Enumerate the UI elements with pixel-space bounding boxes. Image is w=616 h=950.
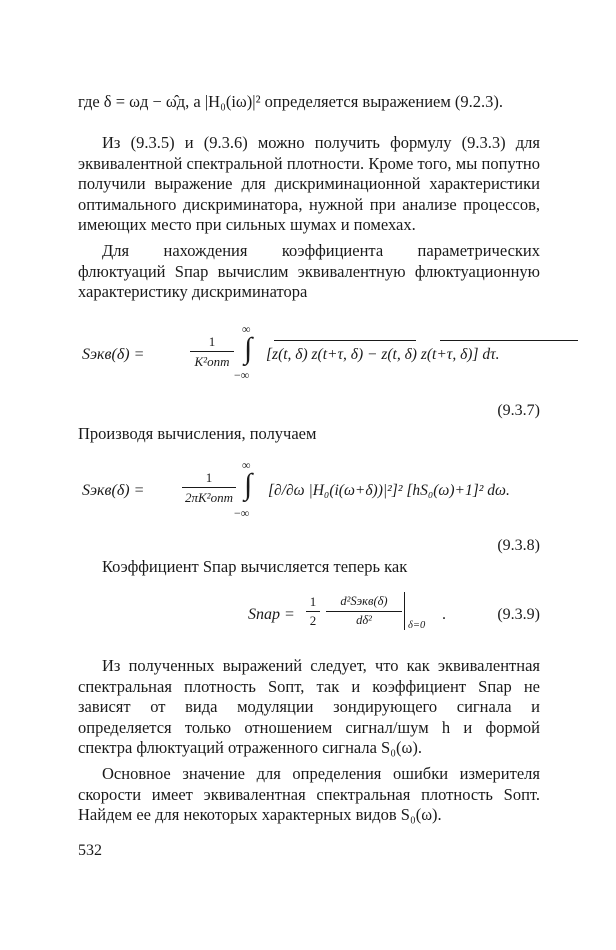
- equation-lhs: Sпар =: [248, 606, 295, 623]
- integrand: [z(t, δ) z(t+τ, δ) − z(t, δ) z(t+τ, δ)] dτ.: [266, 346, 500, 363]
- paragraph-computation: [78, 424, 540, 445]
- fraction-numerator: 1: [309, 594, 317, 609]
- equation-lhs: Sэкв(δ) =: [82, 482, 145, 499]
- integral-upper-limit: ∞: [242, 322, 251, 336]
- paragraph-conclusion: [78, 656, 540, 759]
- overline-mean: [440, 340, 578, 341]
- derivative-denominator: dδ²: [356, 613, 372, 627]
- evaluation-bar: [404, 592, 405, 630]
- paragraph-text: Для нахождения коэффициента параметрических флюктуаций Sпар вычислим эквивалентную флюктуационную характеристику дискриминатора: [78, 241, 540, 302]
- paragraph-formula-derivation: [78, 133, 540, 236]
- paragraph-text: Основное значение для определения ошибки измерителя скорости имеет эквивалентная спектральная плотность Sопт. Найдем ее для некоторых характерных видов S₀(ω).: [78, 764, 540, 825]
- equation-9-3-9: [78, 590, 540, 640]
- page-number: 532: [78, 842, 102, 859]
- equation-number: (9.3.9): [497, 606, 540, 623]
- fraction-bar: [306, 611, 320, 612]
- overline-mean: [274, 340, 416, 341]
- fraction-denominator: 2πK²опт: [185, 490, 233, 505]
- equation-number: (9.3.7): [497, 402, 540, 419]
- paragraph-text: Коэффициент Sпар вычисляется теперь как: [102, 557, 408, 576]
- integral-lower-limit: −∞: [234, 506, 250, 520]
- integral-sign: ∫: [244, 468, 253, 501]
- fraction-numerator: 1: [205, 470, 213, 485]
- fraction-bar: [182, 487, 236, 488]
- integral-lower-limit: −∞: [234, 368, 250, 382]
- paragraph-coefficient-formula: [78, 557, 540, 578]
- equation-period: .: [442, 606, 446, 623]
- fraction-numerator: 1: [208, 334, 216, 349]
- paragraph-intro-definition: [78, 92, 540, 113]
- fraction-denominator: 2: [309, 613, 317, 628]
- evaluation-point: δ=0: [408, 620, 426, 631]
- paragraph-main-value: [78, 764, 540, 826]
- paragraph-coefficient-intro: [78, 241, 540, 303]
- integral-sign: ∫: [244, 332, 253, 365]
- integral-upper-limit: ∞: [242, 458, 251, 472]
- paragraph-text: где δ = ωд − ω̂д, а |H₀(iω)|² определяется выражением (9.2.3).: [78, 92, 504, 111]
- derivative-numerator: d²Sэкв(δ): [340, 594, 388, 608]
- paragraph-text: Из (9.3.5) и (9.3.6) можно получить формулу (9.3.3) для эквивалентной спектральной плотности. Кроме того, мы попутно получили выражение для дискриминационной характеристики оптимального дискриминатора, нужной при анализе процессов, имеющих место при сильных шумах и помехах.: [78, 133, 540, 235]
- equation-lhs: Sэкв(δ) =: [82, 346, 145, 363]
- derivative-bar: [326, 611, 402, 612]
- paragraph-text: Производя вычисления, получаем: [78, 424, 317, 443]
- paragraph-text: Из полученных выражений следует, что как эквивалентная спектральная плотность Sопт, так и коэффициент Sпар не зависят от вида модуляции зондирующего сигнала и определяется только отношением сигнал/шум h и формой спектра флюктуаций отраженного сигнала S₀(ω).: [78, 656, 540, 758]
- fraction-denominator: K²опт: [194, 354, 230, 369]
- equation-number: (9.3.8): [497, 537, 540, 554]
- equation-9-3-8: [78, 458, 540, 522]
- equation-9-3-7: [78, 322, 540, 384]
- integrand: [∂/∂ω |H₀(i(ω+δ))|²]² [hS₀(ω)+1]² dω.: [268, 482, 510, 499]
- fraction-bar: [190, 351, 234, 352]
